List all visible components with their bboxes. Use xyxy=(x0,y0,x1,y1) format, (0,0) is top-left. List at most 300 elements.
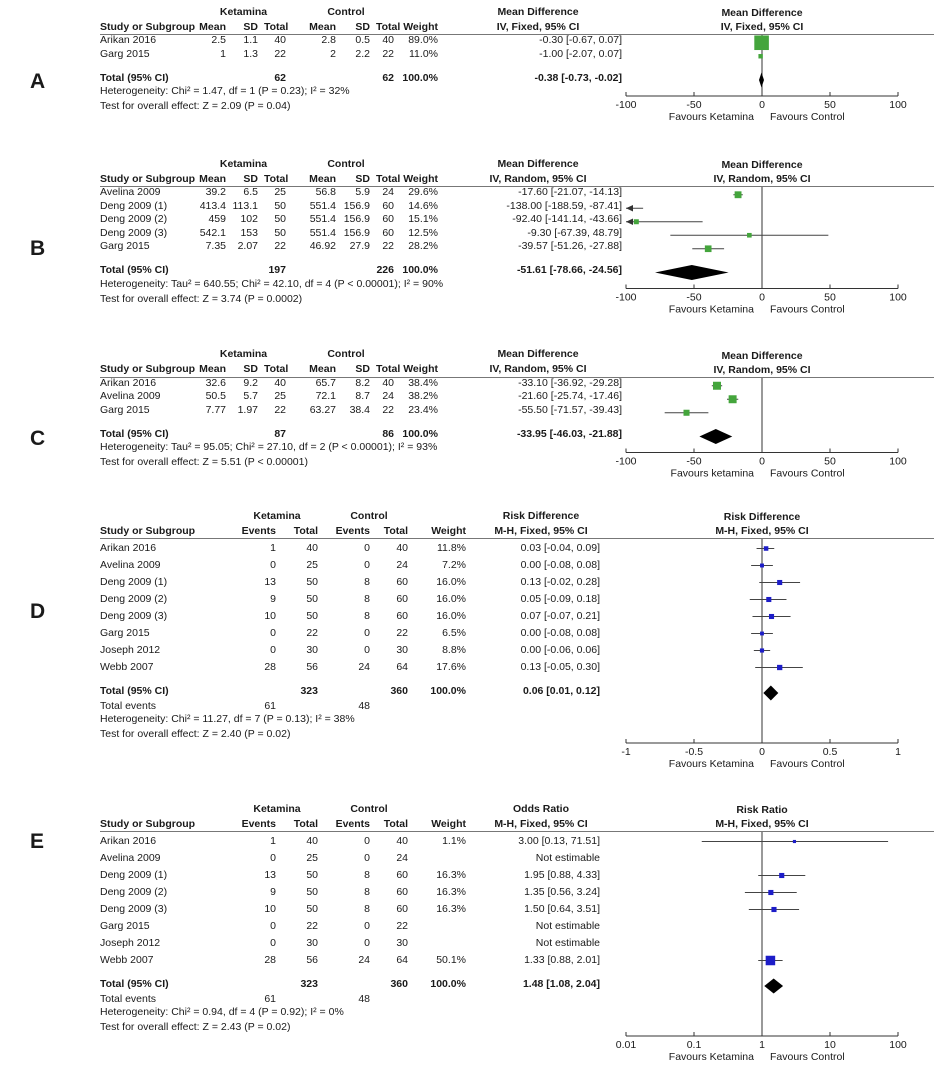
tick-label: 0 xyxy=(759,291,765,304)
value-cell: 22 xyxy=(274,47,286,60)
column-header: Total xyxy=(376,172,401,185)
favours-left-label: Favours Ketamina xyxy=(668,111,754,123)
value-cell: 0 xyxy=(270,558,276,571)
column-header: Mean xyxy=(199,172,226,185)
value-cell: 24 xyxy=(358,660,370,673)
value-cell: 11.8% xyxy=(437,541,466,554)
value-cell: 22 xyxy=(382,47,394,60)
value-cell: 12.5% xyxy=(408,226,438,239)
favours-left-label: Favours Ketamina xyxy=(668,303,754,316)
group2-header: Control xyxy=(327,5,365,18)
value-cell: 38.2% xyxy=(408,390,438,403)
forest-plot-svg xyxy=(610,347,934,489)
value-cell: 25 xyxy=(306,851,318,864)
study-name: Deng 2009 (1) xyxy=(100,575,168,588)
tick-label: 1 xyxy=(759,1039,765,1051)
value-cell: 13 xyxy=(264,868,276,881)
plot-header-line2: IV, Fixed, 95% CI xyxy=(720,21,804,33)
favours-left-label: Favours Ketamina xyxy=(668,1051,754,1063)
value-cell: 5.9 xyxy=(355,186,370,199)
column-header: Study or Subgroup xyxy=(100,172,196,185)
effect-estimate-text: 0.03 [-0.04, 0.09] xyxy=(520,541,600,554)
value-cell: 30 xyxy=(396,936,408,949)
value-cell: 60 xyxy=(396,885,408,898)
value-cell: 8 xyxy=(364,609,370,622)
pooled-diamond xyxy=(763,686,778,701)
column-header: IV, Random, 95% CI xyxy=(489,363,587,376)
value-cell: 22 xyxy=(396,626,408,639)
value-cell: 8 xyxy=(364,575,370,588)
column-header: Total xyxy=(383,817,408,830)
value-cell: 24 xyxy=(382,186,394,199)
value-cell: 30 xyxy=(306,936,318,949)
value-cell: 22 xyxy=(274,240,286,253)
group1-header: Ketamina xyxy=(253,802,301,815)
value-cell: 30 xyxy=(306,643,318,656)
value-cell: 459 xyxy=(208,213,226,226)
value-cell: 65.7 xyxy=(315,376,336,389)
total-weight: 100.0% xyxy=(402,427,438,440)
total-events-group1: 61 xyxy=(264,699,276,712)
favours-left-label: Favours ketamina xyxy=(670,467,754,479)
overall-effect-text: Test for overall effect: Z = 2.43 (P = 0.02) xyxy=(100,1021,291,1033)
study-name: Avelina 2009 xyxy=(100,186,161,199)
value-cell: 24 xyxy=(382,390,394,403)
effect-marker xyxy=(729,395,737,403)
study-name: Avelina 2009 xyxy=(100,558,161,571)
panel-content-c xyxy=(100,347,934,489)
effect-header-line1: Risk Difference xyxy=(502,509,580,522)
group2-header: Control xyxy=(327,348,365,361)
value-cell: 7.77 xyxy=(205,403,226,416)
forest-plot-svg xyxy=(610,4,934,132)
total-events-group1: 61 xyxy=(264,992,276,1005)
value-cell: 413.4 xyxy=(199,199,226,212)
value-cell: 8 xyxy=(364,902,370,915)
study-name: Deng 2009 (3) xyxy=(100,226,168,239)
value-cell: 113.1 xyxy=(232,199,258,212)
value-cell: 2 xyxy=(330,47,336,60)
value-cell: 8.2 xyxy=(355,376,370,389)
group1-header: Ketamina xyxy=(219,5,268,18)
effect-estimate-text: -9.30 [-67.39, 48.79] xyxy=(527,226,622,239)
value-cell: 0 xyxy=(270,919,276,932)
value-cell: 24 xyxy=(358,953,370,966)
tick-label: 1 xyxy=(895,746,901,758)
column-header: Mean xyxy=(199,363,226,376)
value-cell: 2.8 xyxy=(321,34,336,47)
total-events-label: Total events xyxy=(100,992,157,1005)
value-cell: 8 xyxy=(364,868,370,881)
total-effect-text: 0.06 [0.01, 0.12] xyxy=(522,684,600,697)
study-name: Avelina 2009 xyxy=(100,851,161,864)
value-cell: 60 xyxy=(396,902,408,915)
value-cell: 15.1% xyxy=(408,213,438,226)
effect-estimate-text: Not estimable xyxy=(535,851,600,864)
value-cell: 5.7 xyxy=(243,390,258,403)
column-header: Total xyxy=(264,172,289,185)
value-cell: 28 xyxy=(264,660,276,673)
forest-panel-c xyxy=(0,347,934,489)
value-cell: 40 xyxy=(396,834,408,847)
effect-estimate-text: -92.40 [-141.14, -43.66] xyxy=(512,213,622,226)
value-cell: 156.9 xyxy=(343,226,370,239)
heterogeneity-text: Heterogeneity: Chi² = 11.27, df = 7 (P = 0.13); I² = 38% xyxy=(100,713,355,725)
value-cell: 1.97 xyxy=(237,403,258,416)
value-cell: 0 xyxy=(364,936,370,949)
favours-right-label: Favours Control xyxy=(770,303,845,316)
study-name: Garg 2015 xyxy=(100,919,150,932)
column-header: Weight xyxy=(403,172,438,185)
panel-content-e xyxy=(100,801,934,1072)
plot-header-line1: Mean Difference xyxy=(721,7,803,19)
panel-content-a xyxy=(100,4,934,132)
value-cell: 0 xyxy=(270,851,276,864)
effect-marker xyxy=(705,245,712,252)
value-cell: 32.6 xyxy=(205,376,226,389)
heterogeneity-text: Heterogeneity: Tau² = 640.55; Chi² = 42.10, df = 4 (P < 0.00001); I² = 90% xyxy=(100,277,444,290)
column-header: Total xyxy=(376,363,401,376)
value-cell: 22 xyxy=(274,403,286,416)
panel-label-d: D xyxy=(30,600,46,623)
column-header: Events xyxy=(335,524,370,537)
value-cell: 0 xyxy=(364,834,370,847)
value-cell: 60 xyxy=(396,575,408,588)
study-name: Deng 2009 (2) xyxy=(100,592,168,605)
value-cell: 72.1 xyxy=(315,390,336,403)
study-name: Deng 2009 (2) xyxy=(100,213,168,226)
value-cell: 60 xyxy=(396,868,408,881)
value-cell: 6.5% xyxy=(442,626,466,639)
effect-estimate-text: 0.00 [-0.08, 0.08] xyxy=(520,626,600,639)
value-cell: 24 xyxy=(396,558,408,571)
effect-marker xyxy=(793,840,796,843)
column-header: Weight xyxy=(431,817,466,830)
group2-header: Control xyxy=(350,802,388,815)
total-effect-text: -51.61 [-78.66, -24.56] xyxy=(516,264,622,277)
column-header: SD xyxy=(243,20,258,33)
value-cell: 9.2 xyxy=(243,376,258,389)
group2-header: Control xyxy=(327,157,365,170)
study-name: Joseph 2012 xyxy=(100,936,161,949)
value-cell: 56 xyxy=(306,953,318,966)
effect-header-line1: Mean Difference xyxy=(497,348,579,361)
value-cell: 1.3 xyxy=(243,47,258,60)
heterogeneity-text: Heterogeneity: Chi² = 1.47, df = 1 (P = 0.23); I² = 32% xyxy=(100,85,350,97)
column-header: Events xyxy=(241,817,276,830)
tick-label: -0.5 xyxy=(684,746,704,758)
value-cell: 50 xyxy=(306,575,318,588)
panel-label-e: E xyxy=(30,830,45,853)
value-cell: 1 xyxy=(270,541,276,554)
total-weight: 100.0% xyxy=(430,684,466,697)
tick-label: -50 xyxy=(686,99,702,111)
favours-right-label: Favours Control xyxy=(770,1051,845,1063)
favours-right-label: Favours Control xyxy=(770,111,845,123)
tick-label: -100 xyxy=(615,99,637,111)
group1-header: Ketamina xyxy=(219,157,268,170)
value-cell: 50.5 xyxy=(205,390,226,403)
study-name: Arikan 2016 xyxy=(100,34,157,47)
effect-estimate-text: -0.30 [-0.67, 0.07] xyxy=(539,34,622,47)
column-header: Total xyxy=(264,363,289,376)
effect-estimate-text: 0.05 [-0.09, 0.18] xyxy=(520,592,600,605)
favours-right-label: Favours Control xyxy=(770,467,845,479)
tick-label: -1 xyxy=(621,746,631,758)
study-name: Deng 2009 (3) xyxy=(100,902,168,915)
value-cell: 8 xyxy=(364,885,370,898)
effect-marker xyxy=(760,564,764,568)
value-cell: 8.8% xyxy=(442,643,466,656)
effect-marker xyxy=(683,409,689,415)
column-header: Weight xyxy=(403,363,438,376)
forest-panel-e xyxy=(0,801,934,1072)
total-events-group2: 48 xyxy=(358,992,370,1005)
effect-marker xyxy=(735,191,742,198)
tick-label: 100 xyxy=(889,1039,907,1051)
value-cell: 40 xyxy=(396,541,408,554)
effect-marker xyxy=(713,381,721,389)
value-cell: 25 xyxy=(274,186,286,199)
column-header: Total xyxy=(293,524,318,537)
value-cell: 8.7 xyxy=(355,390,370,403)
value-cell: 50 xyxy=(306,609,318,622)
value-cell: 2.2 xyxy=(355,47,370,60)
tick-label: 0.1 xyxy=(686,1039,702,1051)
value-cell: 50 xyxy=(306,902,318,915)
effect-marker xyxy=(777,580,782,585)
pooled-diamond xyxy=(764,979,783,994)
value-cell: 551.4 xyxy=(309,213,336,226)
column-header: Mean xyxy=(309,20,336,33)
value-cell: 7.2% xyxy=(442,558,466,571)
total-group1: 323 xyxy=(300,977,318,990)
value-cell: 0 xyxy=(364,643,370,656)
column-header: IV, Fixed, 95% CI xyxy=(496,20,580,33)
value-cell: 0 xyxy=(364,851,370,864)
plot-header-line1: Risk Ratio xyxy=(736,804,788,816)
effect-estimate-text: -17.60 [-21.07, -14.13] xyxy=(518,186,622,199)
value-cell: 2.07 xyxy=(237,240,258,253)
value-cell: 60 xyxy=(382,213,394,226)
column-header: Total xyxy=(264,20,289,33)
column-header: Total xyxy=(293,817,318,830)
column-header: Total xyxy=(376,20,401,33)
effect-marker xyxy=(777,665,782,670)
value-cell: 40 xyxy=(382,34,394,47)
tick-label: 10 xyxy=(824,1039,836,1051)
pooled-diamond xyxy=(655,265,729,280)
effect-estimate-text: Not estimable xyxy=(535,919,600,932)
tick-label: 0.5 xyxy=(822,746,838,758)
effect-marker xyxy=(760,632,764,636)
tick-label: 0 xyxy=(759,746,765,758)
effect-estimate-text: 1.35 [0.56, 3.24] xyxy=(524,885,600,898)
pooled-diamond xyxy=(699,429,732,444)
value-cell: 64 xyxy=(396,660,408,673)
value-cell: 153 xyxy=(240,226,258,239)
study-name: Deng 2009 (2) xyxy=(100,885,168,898)
plot-header-line2: IV, Random, 95% CI xyxy=(713,363,811,376)
value-cell: 40 xyxy=(274,34,286,47)
value-cell: 16.0% xyxy=(436,575,466,588)
total-events-label: Total events xyxy=(100,699,157,712)
forest-plot-svg xyxy=(610,508,934,779)
value-cell: 50 xyxy=(306,868,318,881)
value-cell: 1.1 xyxy=(243,34,258,47)
value-cell: 60 xyxy=(382,226,394,239)
study-name: Deng 2009 (3) xyxy=(100,609,168,622)
tick-label: -100 xyxy=(615,455,637,467)
total-label: Total (95% CI) xyxy=(100,427,169,440)
effect-header-line1: Mean Difference xyxy=(497,157,579,170)
value-cell: 0 xyxy=(270,936,276,949)
value-cell: 50 xyxy=(306,592,318,605)
value-cell: 156.9 xyxy=(343,199,370,212)
value-cell: 7.35 xyxy=(205,240,226,253)
effect-marker xyxy=(766,597,771,602)
column-header: Mean xyxy=(309,172,336,185)
panel-label-b: B xyxy=(30,237,46,260)
value-cell: 16.3% xyxy=(436,902,466,915)
tick-label: 50 xyxy=(824,291,836,304)
plot-header-line1: Risk Difference xyxy=(723,511,801,523)
value-cell: 64 xyxy=(396,953,408,966)
off-scale-arrow-left xyxy=(626,219,633,225)
effect-marker xyxy=(766,956,776,966)
effect-estimate-text: 1.95 [0.88, 4.33] xyxy=(524,868,600,881)
effect-estimate-text: 0.00 [-0.06, 0.06] xyxy=(520,643,600,656)
total-group2: 360 xyxy=(390,684,408,697)
total-events-group2: 48 xyxy=(358,699,370,712)
value-cell: 13 xyxy=(264,575,276,588)
overall-effect-text: Test for overall effect: Z = 2.40 (P = 0.02) xyxy=(100,728,291,740)
column-header: Mean xyxy=(199,20,226,33)
study-name: Joseph 2012 xyxy=(100,643,161,656)
total-group1: 197 xyxy=(268,264,286,277)
group1-header: Ketamina xyxy=(253,509,301,522)
study-name: Arikan 2016 xyxy=(100,834,157,847)
heterogeneity-text: Heterogeneity: Chi² = 0.94, df = 4 (P = 0.92); I² = 0% xyxy=(100,1006,344,1018)
effect-estimate-text: -55.50 [-71.57, -39.43] xyxy=(518,403,622,416)
value-cell: 38.4% xyxy=(408,376,438,389)
group2-header: Control xyxy=(350,509,388,522)
value-cell: 40 xyxy=(306,834,318,847)
value-cell: 24 xyxy=(396,851,408,864)
off-scale-arrow-left xyxy=(626,205,633,211)
effect-estimate-text: 0.13 [-0.02, 0.28] xyxy=(520,575,600,588)
effect-estimate-text: Not estimable xyxy=(535,936,600,949)
total-group2: 62 xyxy=(382,71,394,84)
column-header: IV, Random, 95% CI xyxy=(489,172,587,185)
column-header: SD xyxy=(243,363,258,376)
effect-estimate-text: 1.50 [0.64, 3.51] xyxy=(524,902,600,915)
effect-estimate-text: 3.00 [0.13, 71.51] xyxy=(518,834,600,847)
total-effect-text: 1.48 [1.08, 2.04] xyxy=(522,977,600,990)
value-cell: 22 xyxy=(396,919,408,932)
column-header: Mean xyxy=(309,363,336,376)
plot-header-line2: IV, Random, 95% CI xyxy=(713,173,811,185)
tick-label: 0 xyxy=(759,99,765,111)
column-header: M-H, Fixed, 95% CI xyxy=(494,817,588,830)
study-name: Avelina 2009 xyxy=(100,390,161,403)
tick-label: 50 xyxy=(824,455,836,467)
value-cell: 63.27 xyxy=(309,403,336,416)
column-header: Weight xyxy=(403,20,438,33)
favours-right-label: Favours Control xyxy=(770,758,845,770)
total-group1: 323 xyxy=(300,684,318,697)
effect-estimate-text: -138.00 [-188.59, -87.41] xyxy=(506,199,622,212)
total-group1: 62 xyxy=(274,71,286,84)
value-cell: 542.1 xyxy=(199,226,226,239)
group1-header: Ketamina xyxy=(219,348,268,361)
value-cell: 50.1% xyxy=(436,953,466,966)
value-cell: 23.4% xyxy=(408,403,438,416)
total-group2: 86 xyxy=(382,427,394,440)
value-cell: 1 xyxy=(270,834,276,847)
column-header: Study or Subgroup xyxy=(100,817,196,830)
effect-marker xyxy=(634,219,639,224)
effect-header-line1: Odds Ratio xyxy=(512,802,569,815)
value-cell: 39.2 xyxy=(205,186,226,199)
total-weight: 100.0% xyxy=(402,264,438,277)
value-cell: 22 xyxy=(306,919,318,932)
effect-marker xyxy=(747,233,752,238)
tick-label: -100 xyxy=(615,291,637,304)
forest-panel-a xyxy=(0,4,934,132)
value-cell: 0 xyxy=(270,643,276,656)
value-cell: 551.4 xyxy=(309,226,336,239)
total-weight: 100.0% xyxy=(402,71,438,84)
value-cell: 16.0% xyxy=(436,592,466,605)
study-name: Arikan 2016 xyxy=(100,376,157,389)
total-group2: 360 xyxy=(390,977,408,990)
value-cell: 17.6% xyxy=(436,660,466,673)
column-header: Weight xyxy=(431,524,466,537)
effect-marker xyxy=(764,546,769,551)
tick-label: 50 xyxy=(824,99,836,111)
forest-plot-svg xyxy=(610,156,934,325)
value-cell: 60 xyxy=(396,609,408,622)
column-header: Events xyxy=(241,524,276,537)
value-cell: 40 xyxy=(274,376,286,389)
overall-effect-text: Test for overall effect: Z = 3.74 (P = 0.0002) xyxy=(100,292,303,305)
column-header: SD xyxy=(355,20,370,33)
tick-label: 0 xyxy=(759,455,765,467)
total-label: Total (95% CI) xyxy=(100,71,169,84)
study-name: Webb 2007 xyxy=(100,953,154,966)
study-name: Garg 2015 xyxy=(100,626,150,639)
total-group2: 226 xyxy=(376,264,394,277)
effect-marker xyxy=(779,873,784,878)
value-cell: 89.0% xyxy=(408,34,438,47)
value-cell: 50 xyxy=(274,226,286,239)
effect-marker xyxy=(768,890,773,895)
effect-header-line1: Mean Difference xyxy=(497,5,579,18)
overall-effect-text: Test for overall effect: Z = 2.09 (P = 0.04) xyxy=(100,100,291,112)
value-cell: 9 xyxy=(270,592,276,605)
column-header: Total xyxy=(383,524,408,537)
value-cell: 156.9 xyxy=(343,213,370,226)
value-cell: 6.5 xyxy=(243,186,258,199)
tick-label: 100 xyxy=(889,455,907,467)
study-name: Arikan 2016 xyxy=(100,541,157,554)
total-label: Total (95% CI) xyxy=(100,264,169,277)
plot-header-line1: Mean Difference xyxy=(721,349,803,362)
forest-plot-svg xyxy=(610,801,934,1072)
effect-marker xyxy=(758,54,762,58)
value-cell: 25 xyxy=(274,390,286,403)
